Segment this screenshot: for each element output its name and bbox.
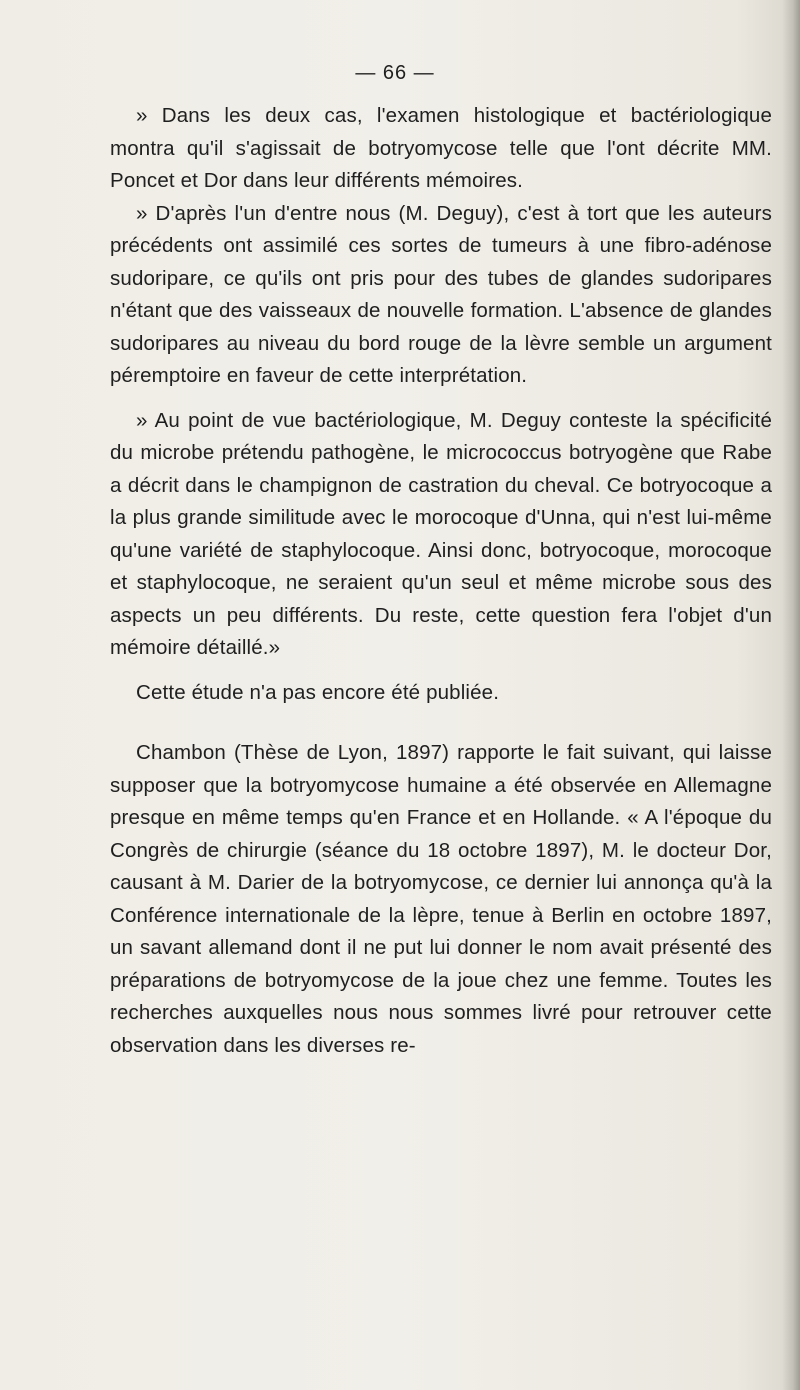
paragraph-bacteriology: » Au point de vue bactériologique, M. Deguy conteste la spécificité du microbe prétendu pathogène, le micrococcus botryogène que Rabe a décrit dans le champignon de castration du cheval. Ce botryocoque a la plus grande similitude avec le morocoque d'Unna, qui n'est lui-même qu'une variété de staphylocoque. Ainsi donc, botryocoque, morocoque et staphylocoque, ne seraient qu'un seul et même microbe sous des aspects un peu différents. Du reste, cette question fera l'objet d'un mémoire détaillé.» — [110, 408, 772, 659]
paragraph-chambon: Chambon (Thèse de Lyon, 1897) rapporte le fait suivant, qui laisse supposer que la botryomycose humaine a été observée en Allemagne presque en même temps qu'en France et en Hollande. « A l'époque du Congrès de chirurgie (séance du 18 octobre 1897), M. le docteur Dor, causant à M. Darier de la botryomycose, ce dernier lui annonça qu'à la Conférence internationale de la lèpre, tenue à Berlin en octobre 1897, un savant allemand dont il ne put lui donner le nom avait présenté des préparations de botryomycose de la joue chez une femme. Toutes les recherches auxquelles nous nous sommes livré pour retrouver cette observation dans les diverses re- — [110, 741, 772, 1057]
paragraph-deguy-opinion: » D'après l'un d'entre nous (M. Deguy), c'est à tort que les auteurs précédents ont assimilé ces sortes de tumeurs à une fibro-adénose sudoripare, ce qu'ils ont pris pour des tubes de glandes sudoripares n'étant que des vaisseaux de nouvelle formation. L'absence de glandes sudoripares au niveau du bord rouge de la lèvre semble un argument péremptoire en faveur de cette interprétation. — [110, 201, 772, 387]
paragraph-not-published: Cette étude n'a pas encore été publiée. — [136, 680, 500, 704]
page-edge-shadow — [782, 0, 800, 1390]
body-text — [110, 100, 772, 1062]
page-number: — 66 — — [355, 62, 435, 84]
paragraph-examen: » Dans les deux cas, l'examen histologique et bactériologique montra qu'il s'agissait de botryomycose telle que l'ont décrite MM. Poncet et Dor dans leur différents mémoires. — [110, 104, 772, 192]
